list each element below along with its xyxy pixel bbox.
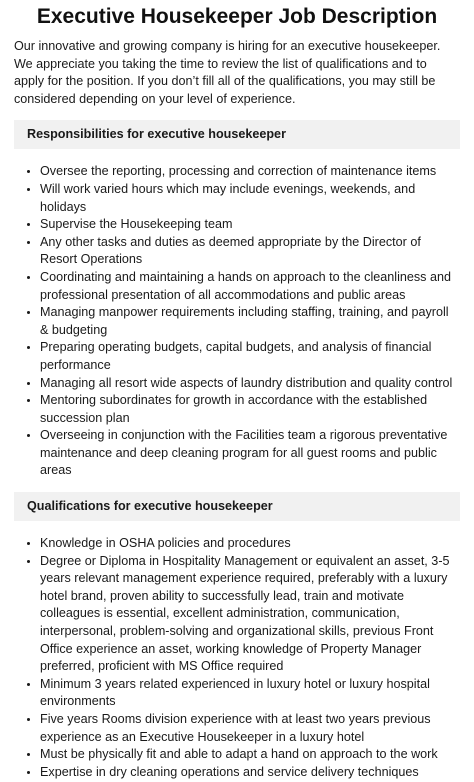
list-item: • Oversee the reporting, processing and correction of maintenance items [40,163,460,181]
list-item: • Will work varied hours which may include evenings, weekends, and holidays [40,181,460,216]
responsibilities-heading: Responsibilities for executive housekeeper [14,120,460,149]
list-item: • Managing manpower requirements including staffing, training, and payroll & budgeting [40,304,460,339]
list-item: • Supervise the Housekeeping team [40,216,460,234]
list-item: • Coordinating and maintaining a hands on approach to the cleanliness and professional presentation of all accommodations and public areas [40,269,460,304]
list-item: • Preparing operating budgets, capital budgets, and analysis of financial performance [40,339,460,374]
list-item: • Must be physically fit and able to adapt a hand on approach to the work [40,746,460,764]
list-item: • Managing all resort wide aspects of laundry distribution and quality control [40,375,460,393]
page-title: Executive Housekeeper Job Description [36,5,438,28]
list-item: • Any other tasks and duties as deemed appropriate by the Director of Resort Operations [40,234,460,269]
list-item: • Five years Rooms division experience with at least two years previous experience as an Executive Housekeeper in a luxury hotel [40,711,460,746]
list-item: • Degree or Diploma in Hospitality Management or equivalent an asset, 3-5 years relevant management experience required, preferably with a luxury hotel brand, proven ability to successfully lead, train and motivate colleagues is essential, excellent administration, communication, interpersonal, problem-solving and organizational skills, previous Front Office experience an asset, working knowledge of Property Manager preferred, proficient with MS Office required [40,553,460,676]
list-item: • Minimum 3 years related experienced in luxury hotel or luxury hospital environments [40,676,460,711]
qualifications-heading: Qualifications for executive housekeeper [14,492,460,521]
responsibilities-list [14,163,460,480]
qualifications-list [14,535,460,781]
list-item: • Expertise in dry cleaning operations and service delivery techniques [40,764,460,782]
list-item: • Knowledge in OSHA policies and procedures [40,535,460,553]
list-item: • Mentoring subordinates for growth in accordance with the established succession plan [40,392,460,427]
list-item: • Overseeing in conjunction with the Facilities team a rigorous preventative maintenance and deep cleaning program for all guest rooms and public areas [40,427,460,480]
intro-paragraph: Our innovative and growing company is hiring for an executive housekeeper. We appreciate you taking the time to review the list of qualifications and to apply for the position. If you don’t fill all of the qualifications, you may still be considered depending on your level of experience. [14,39,441,106]
